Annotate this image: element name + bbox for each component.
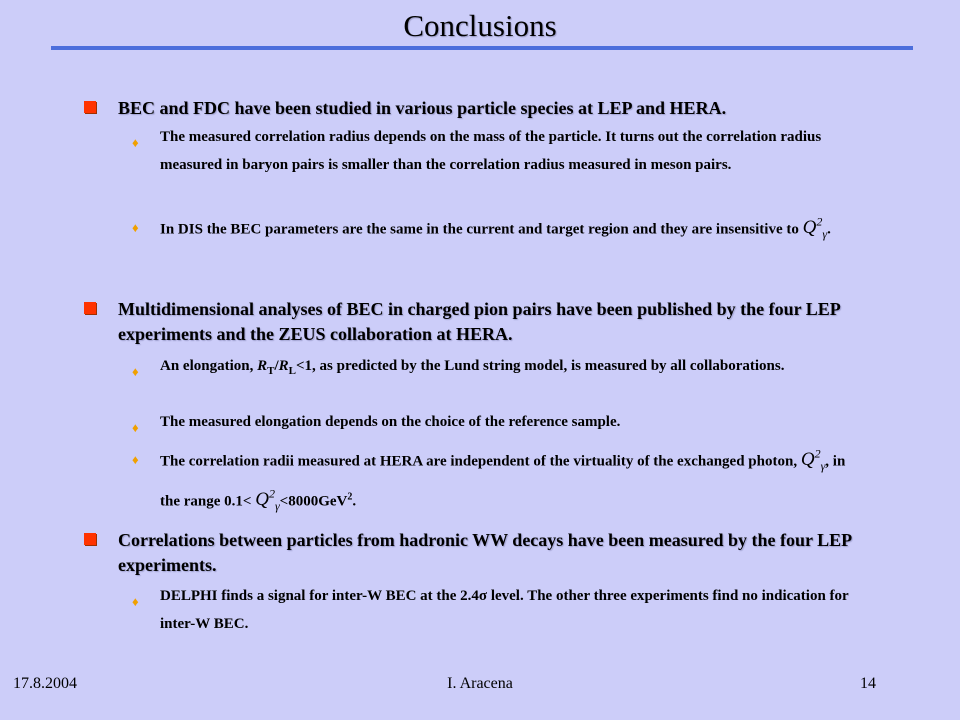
- sub-bullet-1-2: ♦ In DIS the BEC parameters are the same in the current and target region and they are insensitive to $Q^2_\gamma$.: [132, 215, 831, 242]
- footer-page-number: 14: [860, 675, 876, 692]
- q-gamma-squared: $Q^2_\gamma$: [802, 215, 828, 242]
- main-bullet-2: [84, 297, 874, 347]
- sub-bullet-2-1: ♦ An elongation, $R_T/R_L<1$, as predicted by the Lund string model, is measured by all collaborations.: [130, 352, 850, 385]
- sub-bullet-text: The measured correlation radius depends on the mass of the particle. It turns out the correlation radius measured in baryon pairs is smaller than the correlation radius measured in meson pairs.: [160, 129, 822, 173]
- slide-title: Conclusions: [403, 8, 557, 43]
- square-bullet-icon: [84, 533, 96, 545]
- sub-bullet-text: The measured elongation depends on the choice of the reference sample.: [160, 414, 621, 430]
- sub-bullet-1-1: [130, 123, 850, 179]
- footer-date: 17.8.2004: [13, 675, 77, 692]
- square-bullet-icon: [84, 302, 96, 314]
- main-bullet-3: [84, 528, 874, 578]
- q-gamma-squared: $Q^2_\gamma$: [255, 487, 280, 514]
- diamond-bullet-icon: ♦: [132, 135, 139, 150]
- main-bullet-text: Multidimensional analyses of BEC in charged pion pairs have been published by the four LEP experiments and the ZEUS collaboration at HERA.: [118, 299, 840, 344]
- sub-bullet-text: DELPHI finds a signal for inter-W BEC at the 2.4σ level. The other three experiments find no indication for inter-W BEC.: [160, 588, 849, 632]
- sub-bullet-3-1: [130, 582, 850, 638]
- main-bullet-1: [84, 96, 874, 121]
- square-bullet-icon: [84, 101, 96, 113]
- sub-bullet-2-2: [130, 408, 850, 436]
- q-gamma-squared: $Q^2_\gamma$: [800, 447, 826, 474]
- diamond-bullet-icon: ♦: [132, 452, 139, 467]
- main-bullet-text: BEC and FDC have been studied in various particle species at LEP and HERA.: [118, 98, 727, 118]
- diamond-bullet-icon: ♦: [132, 364, 139, 379]
- diamond-bullet-icon: ♦: [132, 220, 139, 235]
- diamond-bullet-icon: ♦: [132, 594, 139, 609]
- footer-author: I. Aracena: [447, 675, 513, 692]
- title-rule: [51, 46, 913, 50]
- main-bullet-text: Correlations between particles from hadronic WW decays have been measured by the four LEP experiments.: [118, 530, 852, 575]
- diamond-bullet-icon: ♦: [132, 420, 139, 435]
- sub-bullet-2-3: ♦ The correlation radii measured at HERA are independent of the virtuality of the exchanged photon, $Q^2_\gamma$, in the range $0.1< Q^2_\gamma<8000GeV^2$.: [132, 447, 846, 514]
